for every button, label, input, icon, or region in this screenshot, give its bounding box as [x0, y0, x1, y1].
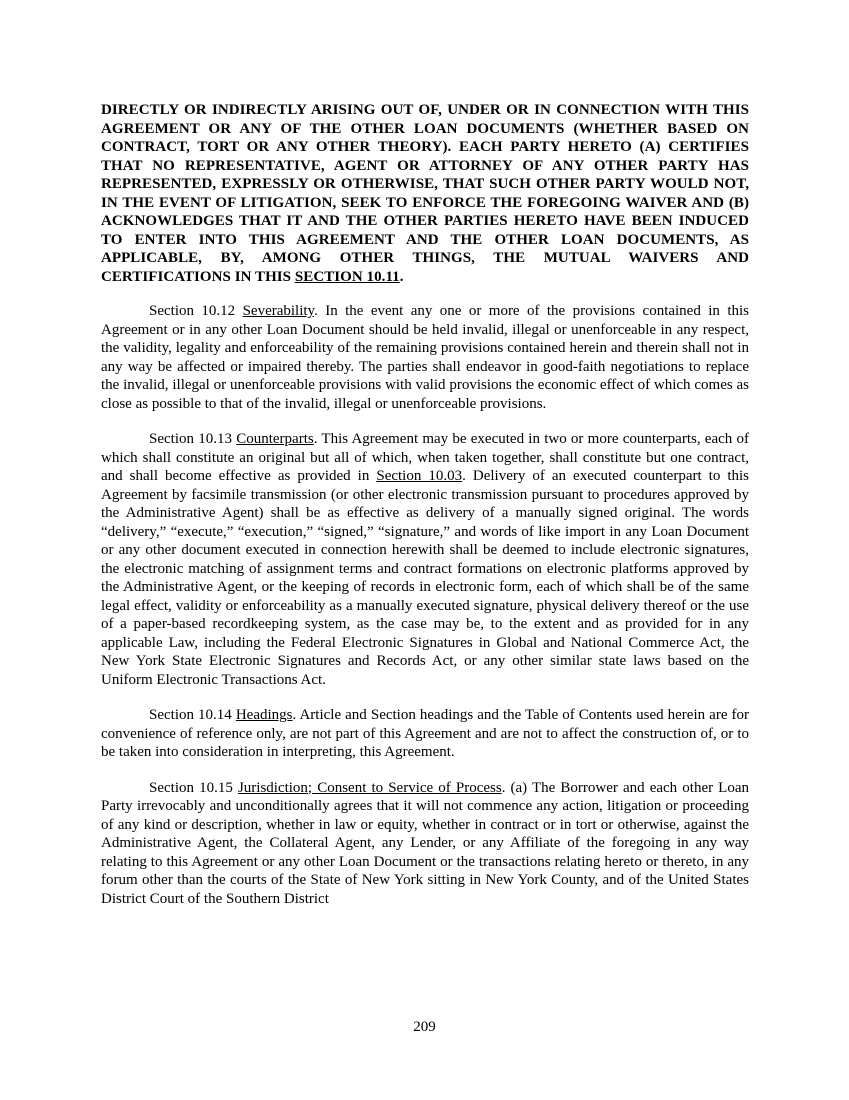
section-body: . (a) The Borrower and each other Loan Party irrevocably and unconditionally agrees that it will not commence any action, litigation or proceeding of any kind or description, whether in law or equity, whether in contract or in tort or otherwise, against the Administrative Agent, the Collateral Agent, any Lender, or any Affiliate of the foregoing in any way relating to this Agreement or any other Loan Document or the transactions relating hereto or thereto, in any forum other than the courts of the State of New York sitting in New York County, and of the United States District Court of the Southern District — [101, 779, 750, 907]
section-10-14-paragraph — [101, 706, 749, 762]
section-10-03-reference: Section 10.03 — [376, 468, 463, 484]
jury-waiver-text: DIRECTLY OR INDIRECTLY ARISING OUT OF, UNDER OR IN CONNECTION WITH THIS AGREEMENT OR ANY OF THE OTHER LOAN DOCUMENTS (WHETHER BASED ON CONTRACT, TORT OR ANY OTHER THEORY). EACH PARTY HERETO (A) CERTIFIES THAT NO REPRESENTATIVE, AGENT OR ATTORNEY OF ANY OTHER PARTY HAS REPRESENTED, EXPRESSLY OR OTHERWISE, THAT SUCH OTHER PARTY WOULD NOT, IN THE EVENT OF LITIGATION, SEEK TO ENFORCE THE FOREGOING WAIVER AND (B) ACKNOWLEDGES THAT IT AND THE OTHER PARTIES HERETO HAVE BEEN INDUCED TO ENTER INTO THIS AGREEMENT AND THE OTHER LOAN DOCUMENTS, AS APPLICABLE, BY, AMONG OTHER THINGS, THE MUTUAL WAIVERS AND CERTIFICATIONS IN THIS — [101, 102, 749, 285]
section-heading: Counterparts — [236, 431, 314, 447]
section-body: . This Agreement may be executed in two or more counterparts, each of which shall constitute an original but all of which, when taken together, shall constitute but one contract, and shall become effective as provided in — [101, 431, 750, 484]
section-body-continued: . Delivery of an executed counterpart to this Agreement by facsimile transmission (or other electronic transmission pursuant to procedures approved by the Administrative Agent) shall be as effective as delivery of a manually signed original. The words “delivery,” “execute,” “execution,” “signed,” “signature,” and words of like import in any Loan Document or any other document executed in connection herewith shall be deemed to include electronic signatures, the electronic matching of assignment terms and contract formations on electronic platforms approved by the Administrative Agent, or the keeping of records in electronic form, each of which shall be of the same legal effect, validity or enforceability as a manually executed signature, physical delivery thereof or the use of a paper-based recordkeeping system, as the case may be, to the extent and as provided for in any applicable Law, including the Federal Electronic Signatures in Global and National Commerce Act, the New York State Electronic Signatures and Records Act, or any other similar state laws based on the Uniform Electronic Transactions Act. — [101, 468, 750, 688]
section-10-12-paragraph — [101, 302, 749, 413]
jury-waiver-period: . — [399, 268, 404, 285]
section-heading: Severability — [242, 303, 315, 319]
document-page — [101, 101, 749, 925]
section-heading: Jurisdiction; Consent to Service of Process — [237, 779, 502, 796]
jury-waiver-paragraph — [101, 101, 749, 286]
section-body: . Article and Section headings and the Table of Contents used herein are for convenience of reference only, are not part of this Agreement and are not to affect the construction of, or to be taken into consideration in interpreting, this Agreement. — [101, 707, 750, 760]
page-number: 209 — [413, 1019, 436, 1035]
section-10-13-paragraph — [101, 430, 749, 689]
section-number: Section 10.13 — [149, 431, 232, 447]
section-10-15-paragraph — [101, 779, 749, 909]
section-heading: Headings — [235, 707, 293, 723]
section-number: Section 10.14 — [149, 707, 232, 723]
section-number: Section 10.12 — [149, 303, 236, 319]
section-10-11-reference: SECTION 10.11 — [294, 268, 400, 285]
section-number: Section 10.15 — [149, 779, 233, 796]
section-body: . In the event any one or more of the provisions contained in this Agreement or in any other Loan Document should be held invalid, illegal or unenforceable in any respect, the validity, legality and enforceability of the remaining provisions contained herein and therein shall not in any way be affected or impaired thereby. The parties shall endeavor in good-faith negotiations to replace the invalid, illegal or unenforceable provisions with valid provisions the economic effect of which comes as close as possible to that of the invalid, illegal or unenforceable provisions. — [101, 303, 749, 412]
